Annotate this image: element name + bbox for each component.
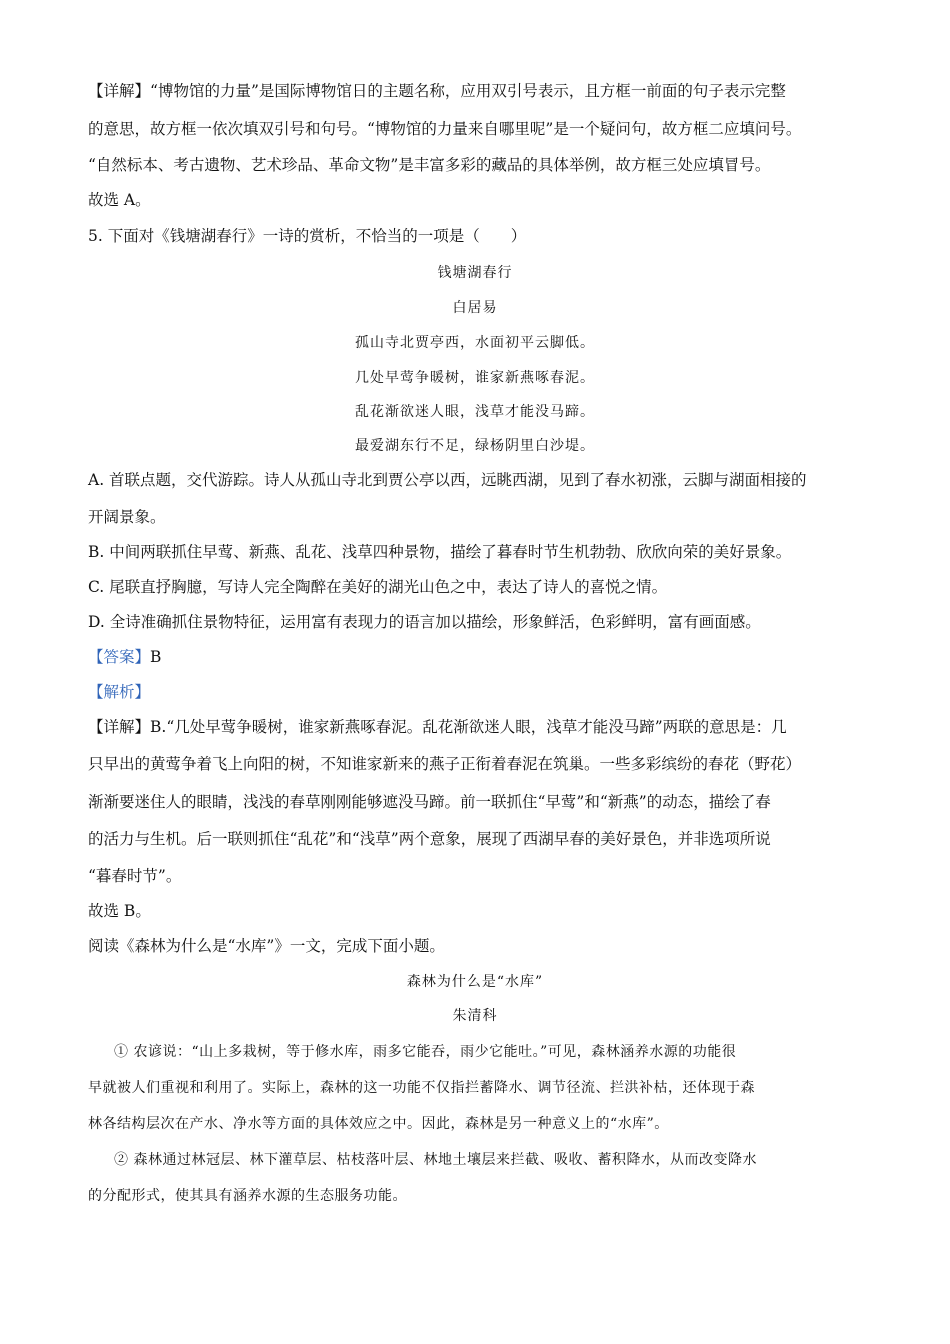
poem-title: 钱塘湖春行 (437, 265, 513, 281)
answer-value: B (150, 648, 162, 666)
explain-line-2: 的意思，故方框一依次填双引号和句号。“博物馆的力量来自哪里呢”是一个疑问句，故方框二应填问号。 (88, 120, 802, 138)
detail-tag: 【详解】 (88, 82, 151, 100)
explain-line-1 (88, 81, 878, 101)
answer-line (88, 647, 878, 667)
article-author: 朱清科 (452, 1008, 498, 1024)
option-a-line-2: 开阔景象。 (88, 508, 166, 526)
question-5-stem: 5. 下面对《钱塘湖春行》一诗的赏析，不恰当的一项是（ ） (88, 227, 527, 245)
option-a-line-1: A. 首联点题，交代游踪。诗人从孤山寺北到贾公亭以西，远眺西湖，见到了春水初涨，云脚与湖面相接的 (88, 471, 807, 489)
detail-text: B.“几处早莺争暖树，谁家新燕啄春泥。乱花渐欲迷人眼，浅草才能没马蹄”两联的意思是：几 (150, 718, 787, 736)
option-d: D. 全诗准确抓住景物特征，运用富有表现力的语言加以描绘，形象鲜活，色彩鲜明，富有画面感。 (88, 613, 761, 631)
detail-line-4: 的活力与生机。后一联则抓住“乱花”和“浅草”两个意象，展现了西湖早春的美好景色，并非选项所说 (88, 830, 771, 848)
detail-line-5: “暮春时节”。 (88, 867, 182, 885)
poem-line: 孤山寺北贾亭西，水面初平云脚低。 (355, 335, 595, 351)
article-p1-line-1: ① 农谚说：“山上多栽树，等于修水库，雨多它能吞，雨少它能吐。”可见，森林涵养水源的功能很 (114, 1044, 737, 1060)
poem-line: 乱花渐欲迷人眼，浅草才能没马蹄。 (355, 404, 595, 420)
detail-conclusion: 故选 B。 (88, 902, 151, 920)
explain-text: “博物馆的力量”是国际博物馆日的主题名称，应用双引号表示，且方框一前面的句子表示完整 (150, 82, 786, 100)
explain-conclusion: 故选 A。 (88, 191, 151, 209)
article-p1-line-2: 早就被人们重视和利用了。实际上，森林的这一功能不仅指拦蓄降水、调节径流、拦洪补枯，还体现于森 (88, 1080, 755, 1096)
detail-line-1 (88, 717, 878, 737)
article-title: 森林为什么是“水库” (406, 974, 544, 990)
article-p2-line-1: ② 森林通过林冠层、林下灌草层、枯枝落叶层、林地土壤层来拦截、吸收、蓄积降水，从而改变降水 (114, 1152, 757, 1168)
detail-line-3: 渐渐要迷住人的眼睛，浅浅的春草刚刚能够遮没马蹄。前一联抓住“早莺”和“新燕”的动态，描绘了春 (88, 793, 771, 811)
detail-line-2: 只早出的黄莺争着飞上向阳的树，不知谁家新来的燕子正衔着春泥在筑巢。一些多彩缤纷的春花（野花） (88, 755, 802, 773)
explain-line-3: “自然标本、考古遗物、艺术珍品、革命文物”是丰富多彩的藏品的具体举例，故方框三处应填冒号。 (88, 156, 771, 174)
poem-line: 最爱湖东行不足，绿杨阴里白沙堤。 (355, 438, 595, 454)
reading-intro: 阅读《森林为什么是“水库”》一文，完成下面小题。 (88, 937, 445, 955)
analysis-tag: 【解析】 (88, 683, 151, 701)
detail-tag: 【详解】 (88, 718, 151, 736)
poem-line: 几处早莺争暖树，谁家新燕啄春泥。 (355, 370, 595, 386)
option-b: B. 中间两联抓住早莺、新燕、乱花、浅草四种景物，描绘了暮春时节生机勃勃、欣欣向荣的美好景象。 (88, 543, 792, 561)
option-c: C. 尾联直抒胸臆，写诗人完全陶醉在美好的湖光山色之中，表达了诗人的喜悦之情。 (88, 578, 668, 596)
answer-tag: 【答案】 (88, 648, 151, 666)
poem-author: 白居易 (452, 300, 498, 316)
article-p2-line-2: 的分配形式，使其具有涵养水源的生态服务功能。 (88, 1188, 407, 1204)
article-p1-line-3: 林各结构层次在产水、净水等方面的具体效应之中。因此，森林是另一种意义上的“水库”。 (88, 1116, 669, 1132)
